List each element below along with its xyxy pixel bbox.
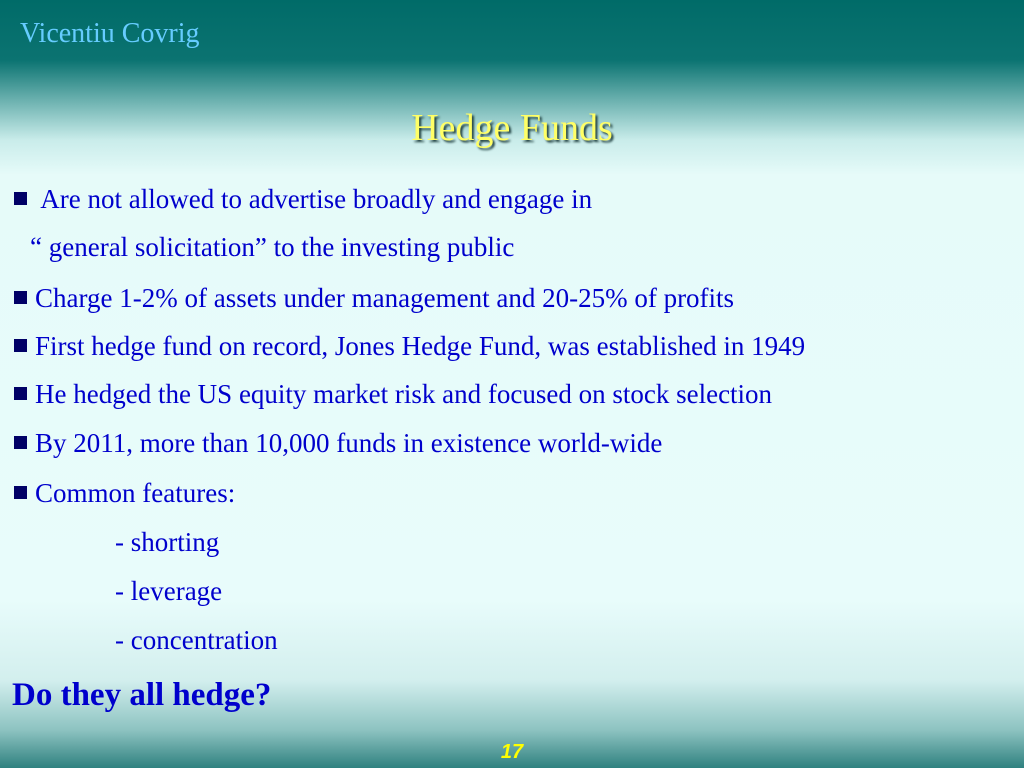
feature-item: - leverage xyxy=(115,576,223,606)
bullet-item xyxy=(14,427,662,459)
bullet-item xyxy=(14,477,235,509)
author-name: Vicentiu Covrig xyxy=(20,18,200,49)
bullet-text: Are not allowed to advertise broadly and engage in xyxy=(35,184,593,214)
square-bullet-icon xyxy=(14,339,27,352)
bullet-text: Common features: xyxy=(35,478,236,508)
feature-item: - concentration xyxy=(115,625,278,655)
bullet-text: He hedged the US equity market risk and focused on stock selection xyxy=(35,379,773,409)
square-bullet-icon xyxy=(14,436,27,449)
bullet-continuation: “ general solicitation” to the investing public xyxy=(30,232,515,262)
bullet-item xyxy=(14,282,734,314)
feature-item: - shorting xyxy=(115,527,220,557)
bullet-text: By 2011, more than 10,000 funds in existence world-wide xyxy=(35,428,663,458)
bullet-text: First hedge fund on record, Jones Hedge Fund, was established in 1949 xyxy=(35,331,806,361)
square-bullet-icon xyxy=(14,291,27,304)
square-bullet-icon xyxy=(14,486,27,499)
closing-question: Do they all hedge? xyxy=(12,677,272,713)
bullet-item xyxy=(14,183,592,215)
slide-title: Hedge Funds xyxy=(411,107,613,149)
square-bullet-icon xyxy=(14,192,27,205)
bullet-item xyxy=(14,378,772,410)
square-bullet-icon xyxy=(14,387,27,400)
page-number: 17 xyxy=(500,741,524,763)
bullet-item xyxy=(14,330,805,362)
bullet-text: Charge 1-2% of assets under management and 20-25% of profits xyxy=(35,283,735,313)
